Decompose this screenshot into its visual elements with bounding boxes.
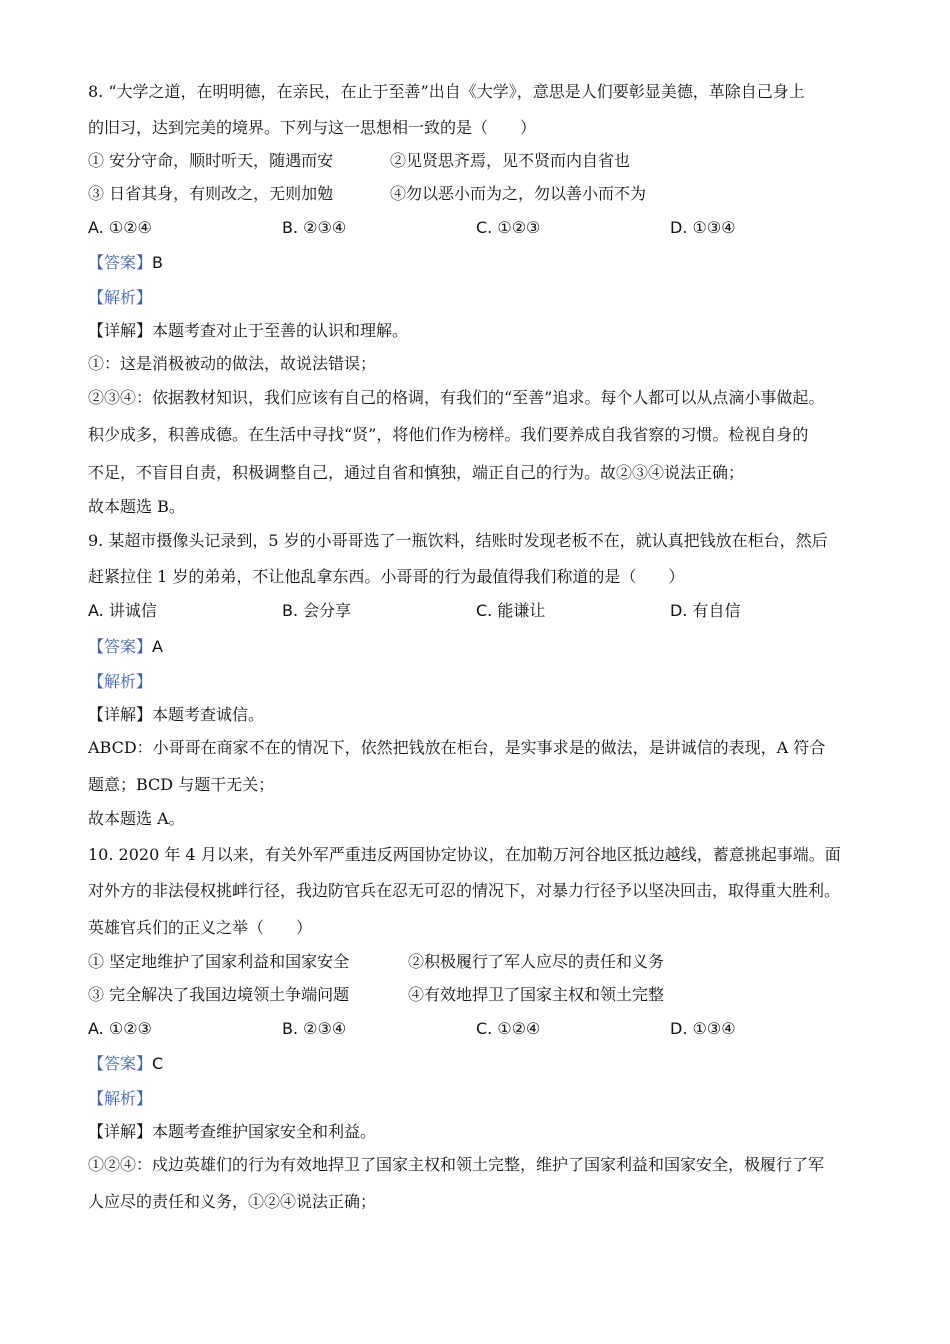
q8-statement-3: ③ 日省其身，有则改之，无则加勉 [88, 184, 334, 203]
q10-explanation-2: 人应尽的责任和义务，①②④说法正确； [88, 1192, 377, 1211]
q10-explanation-1: ①②④：戍边英雄们的行为有效地捍卫了国家主权和领土完整，维护了国家利益和国家安全，极履行了军 [88, 1155, 825, 1174]
q8-statement-2: ②见贤思齐焉，见不贤而内自省也 [390, 151, 631, 170]
q10-answer: 【答案】C [88, 1054, 164, 1073]
q9-explanation-2: 题意；BCD 与题干无关； [88, 775, 275, 794]
q10-statement-2: ②积极履行了军人应尽的责任和义务 [408, 952, 665, 971]
q10-option-a: A. ①②③ [88, 1019, 152, 1038]
q10-option-b: B. ②③④ [282, 1019, 347, 1038]
q8-conclusion: 故本题选 B。 [88, 497, 185, 516]
q9-option-d: D. 有自信 [670, 601, 741, 620]
q9-conclusion: 故本题选 A。 [88, 809, 185, 828]
q9-option-a: A. 讲诚信 [88, 601, 157, 620]
q8-detail: 【详解】本题考查对止于至善的认识和理解。 [88, 321, 409, 340]
q10-option-d: D. ①③④ [670, 1019, 736, 1038]
q9-stem-line1: 9. 某超市摄像头记录到，5 岁的小哥哥选了一瓶饮料，结账时发现老板不在，就认真把钱放在柜台，然后 [88, 531, 828, 550]
q10-statement-3: ③ 完全解决了我国边境领土争端问题 [88, 985, 350, 1004]
q9-analysis-heading: 【解析】 [88, 672, 153, 691]
q8-option-d: D. ①③④ [670, 218, 736, 237]
q9-answer: 【答案】A [88, 637, 163, 656]
q9-explanation-1: ABCD：小哥哥在商家不在的情况下，依然把钱放在柜台，是实事求是的做法，是讲诚信的表现，A 符合 [88, 738, 826, 757]
q8-explanation-4: 不足，不盲目自责，积极调整自己，通过自省和慎独，端正自己的行为。故②③④说法正确； [88, 463, 745, 482]
q10-stem-line2: 对外方的非法侵权挑衅行径，我边防官兵在忍无可忍的情况下，对暴力行径予以坚决回击，取得重大胜利。 [88, 881, 841, 900]
q9-detail: 【详解】本题考查诚信。 [88, 705, 265, 724]
q8-statement-4: ④勿以恶小而为之，勿以善小而不为 [390, 184, 647, 203]
q8-answer: 【答案】B [88, 253, 163, 272]
q10-stem-line3: 英雄官兵们的正义之举（ ） [88, 918, 313, 937]
q10-analysis-heading: 【解析】 [88, 1089, 153, 1108]
q8-option-b: B. ②③④ [282, 218, 347, 237]
q8-stem-line1: 8. “大学之道，在明明德，在亲民，在止于至善”出自《大学》，意思是人们要彰显美德，革除自己身上 [88, 82, 805, 101]
q9-stem-line2: 赶紧拉住 1 岁的弟弟，不让他乱拿东西。小哥哥的行为最值得我们称道的是（ ） [88, 567, 685, 586]
q8-analysis-heading: 【解析】 [88, 288, 153, 307]
q8-statement-1: ① 安分守命，顺时听天，随遇而安 [88, 151, 334, 170]
q8-option-a: A. ①②④ [88, 218, 152, 237]
q10-statement-1: ① 坚定地维护了国家利益和国家安全 [88, 952, 350, 971]
q8-explanation-1: ①：这是消极被动的做法，故说法错误； [88, 354, 377, 373]
q8-option-c: C. ①②③ [476, 218, 541, 237]
q10-stem-line1: 10. 2020 年 4 月以来，有关外军严重违反两国协定协议，在加勒万河谷地区抵边越线，蓄意挑起事端。面 [88, 845, 841, 864]
q10-statement-4: ④有效地捍卫了国家主权和领土完整 [408, 985, 665, 1004]
q9-option-b: B. 会分享 [282, 601, 352, 620]
q10-option-c: C. ①②④ [476, 1019, 541, 1038]
q9-option-c: C. 能谦让 [476, 601, 546, 620]
q8-stem-line2: 的旧习，达到完美的境界。下列与这一思想相一致的是（ ） [88, 118, 537, 137]
q10-detail: 【详解】本题考查维护国家安全和利益。 [88, 1122, 377, 1141]
q8-explanation-2: ②③④：依据教材知识，我们应该有自己的格调，有我们的“至善”追求。每个人都可以从点滴小事做起。 [88, 388, 825, 407]
q8-explanation-3: 积少成多，积善成德。在生活中寻找“贤”，将他们作为榜样。我们要养成自我省察的习惯。检视自身的 [88, 425, 809, 444]
